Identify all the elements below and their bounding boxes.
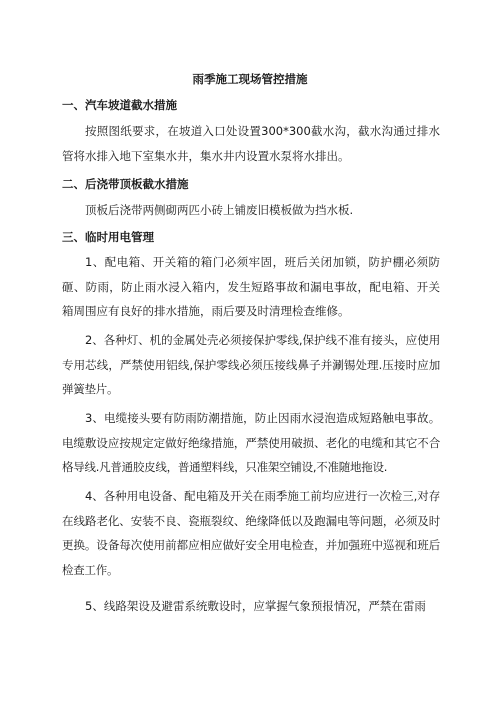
section-heading-3: 三、临时用电管理	[62, 230, 154, 244]
section-3-paragraph-5: 5、线路架设及避雷系统敷设时，应掌握气象预报情况，严禁在雷雨	[85, 599, 426, 613]
section-3-paragraph-2: 2、各种灯、机的金属处壳必须接保护零线,保护线不准有接头，应使用专用芯线，严禁使用铝线,保护零线必须压接线鼻子并涮锡处理.压接时应加弹簧垫片。	[62, 333, 440, 396]
section-3-paragraph-1: 1、配电箱、开关箱的箱门必须牢固，班后关闭加锁，防护棚必须防砸、防雨，防止雨水浸入箱内，发生短路事故和漏电事故，配电箱、开关箱周围应有良好的排水措施，雨后要及时清理检查维修。	[62, 255, 440, 318]
section-3-paragraph-4: 4、各种用电设备、配电箱及开关在雨季施工前均应进行一次检三,对存在线路老化、安装不良、瓷瓶裂纹、绝缘降低以及跑漏电等问题，必须及时更换。设备每次使用前都应相应做好安全用电检查，并加强班中巡视和班后检查工作。	[62, 489, 440, 577]
section-heading-1: 一、汽车坡道截水措施	[62, 98, 177, 112]
section-heading-2: 二、后浇带顶板截水措施	[62, 177, 189, 191]
document-title: 雨季施工现场管控措施	[192, 72, 308, 86]
section-1-paragraph-1: 按照图纸要求，在坡道入口处设置300*300截水沟，截水沟通过排水管将水排入地下室集水井，集水井内设置水泵将水排出。	[62, 124, 440, 163]
section-3-paragraph-3: 3、电缆接头要有防雨防潮措施，防止因雨水浸泡造成短路触电事故。电缆敷设应按规定定做好绝缘措施，严禁使用破损、老化的电缆和其它不合格导线.凡普通胶皮线，普通塑料线，只准架空铺设,不准随地拖设.	[62, 411, 440, 474]
section-2-paragraph-1: 顶板后浇带两侧砌两匹小砖上铺废旧模板做为挡水板.	[85, 203, 354, 217]
